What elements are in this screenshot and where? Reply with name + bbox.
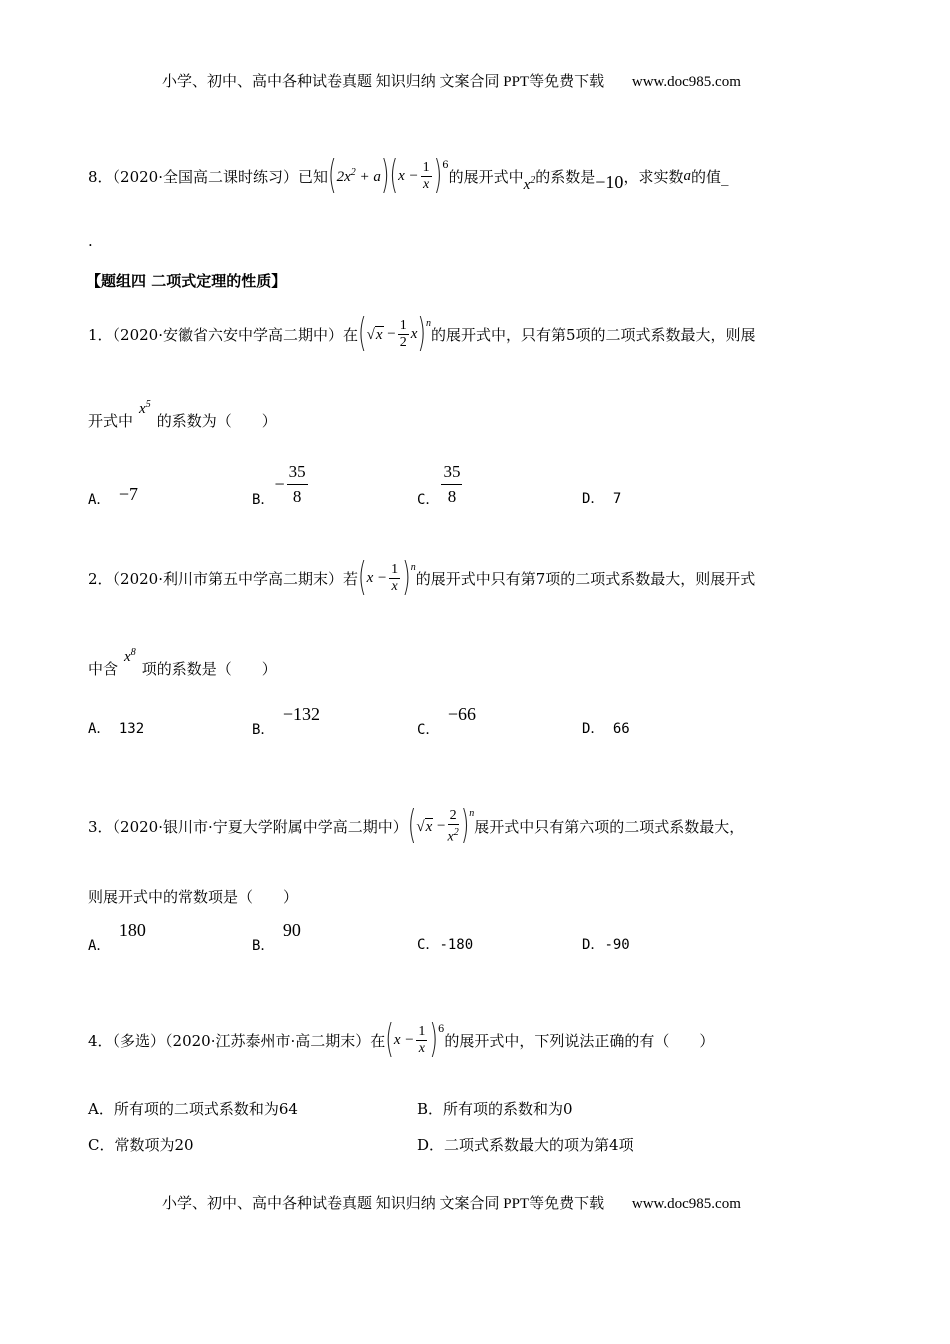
question-1	[88, 312, 756, 357]
q3-option-d-label: D．	[582, 937, 605, 953]
q2-formula: ( x − $\frac{1}{x}$ ) n	[358, 556, 416, 601]
q8-suffix: ，求实数	[623, 168, 684, 186]
q4-option-a-label: A．	[88, 1100, 114, 1118]
q2-x8: $x^8$	[124, 647, 136, 665]
q1-text1: 的展开式中，只有第5项的二项式系数最大，则展	[430, 326, 756, 344]
q1-option-b-label: B．	[252, 491, 275, 508]
q4-prefix: 4．（多选）（2020·江苏泰州市·高二期末）在	[88, 1032, 386, 1050]
q1-formula: ( √ x − $\frac{1}{2}$ x ) n	[358, 312, 431, 357]
q1-option-c-label: C．	[417, 491, 440, 508]
q1-option-b-sign: −	[274, 474, 285, 494]
q8-formula: ( $2x^2 + a$ ) ( x − $\frac{1}{x}$ ) 6	[328, 154, 449, 199]
q2-option-c[interactable]	[417, 704, 477, 739]
q1-option-a[interactable]	[88, 484, 139, 509]
q8-x2: $x^2$	[523, 175, 536, 193]
q1-line2a: 开式中	[88, 412, 134, 430]
q2-prefix: 2．（2020·利川市第五中学高二期末）若	[88, 570, 358, 588]
q1-option-a-value: −7	[118, 484, 139, 504]
q4-option-a-text: 所有项的二项式系数和为64	[113, 1100, 298, 1118]
q3-option-c-value: -180	[439, 937, 474, 953]
header-url: www.doc985.com	[631, 74, 741, 90]
q1-option-d-value: 7	[612, 491, 622, 507]
q4-option-c[interactable]	[88, 1134, 194, 1155]
q2-line2	[88, 647, 277, 679]
q2-line2a: 中含	[88, 660, 119, 678]
q4-option-c-text: 常数项为20	[114, 1136, 194, 1154]
q8-value: −10	[595, 172, 624, 192]
q2-option-a[interactable]	[88, 718, 144, 738]
q3-option-b-label: B．	[252, 938, 275, 954]
q3-option-b-value: 90	[282, 920, 301, 940]
q1-x5: $x^5$	[139, 399, 151, 417]
q2-option-d-label: D．	[582, 721, 605, 737]
q1-line2b: 的系数为（ ）	[156, 412, 277, 430]
question-3	[88, 804, 745, 850]
q4-formula: ( x − $\frac{1}{x}$ ) 6	[385, 1018, 445, 1063]
q1-option-c-den: 8	[447, 487, 457, 506]
q2-option-b-label: B．	[252, 722, 275, 738]
q1-option-c-num: 35	[441, 460, 462, 485]
q4-option-b-label: B．	[417, 1100, 444, 1118]
q2-line2b: 项的系数是（ ）	[141, 660, 277, 678]
q3-option-a-label: A．	[88, 938, 111, 954]
q3-option-a[interactable]	[88, 920, 146, 955]
q4-option-d-label: D．	[417, 1136, 445, 1154]
q3-option-d[interactable]	[582, 934, 630, 954]
q3-formula: ( √ x − $\frac{2}{x^2}$ ) n	[407, 804, 475, 850]
q2-option-b-value: −132	[282, 704, 321, 724]
q2-option-a-label: A．	[88, 721, 111, 737]
q4-option-b[interactable]	[417, 1098, 573, 1119]
q4-text1: 的展开式中，下列说法正确的有（ ）	[444, 1032, 715, 1050]
question-4	[88, 1018, 715, 1063]
q8-var: a	[683, 168, 691, 184]
q1-option-b[interactable]	[252, 460, 310, 509]
q1-option-c[interactable]	[417, 460, 464, 509]
q8-prefix: 8．（2020·全国高二课时练习）已知	[88, 168, 328, 186]
q2-option-b[interactable]	[252, 704, 321, 739]
q3-option-c[interactable]	[417, 934, 473, 954]
q1-option-b-den: 8	[292, 487, 302, 506]
q3-prefix: 3．（2020·银川市·宁夏大学附属中学高二期中）	[88, 818, 408, 837]
footer-text: 小学、初中、高中各种试卷真题 知识归纳 文案合同 PPT等免费下载	[162, 1196, 605, 1212]
q4-option-c-label: C．	[88, 1136, 115, 1154]
q4-option-a[interactable]	[88, 1098, 298, 1119]
q8-coef-text: 的系数是	[535, 168, 596, 186]
q3-option-b[interactable]	[252, 920, 301, 955]
q1-option-d-label: D．	[582, 491, 605, 507]
page-footer	[162, 1192, 741, 1213]
q2-option-c-value: −66	[447, 704, 477, 724]
q2-option-d-value: 66	[612, 721, 630, 737]
section-title: 【题组四 二项式定理的性质】	[86, 272, 287, 290]
q4-option-d-text: 二项式系数最大的项为第4项	[444, 1136, 634, 1154]
q1-option-a-label: A．	[88, 492, 111, 508]
header-text: 小学、初中、高中各种试卷真题 知识归纳 文案合同 PPT等免费下载	[162, 74, 605, 90]
question-8	[88, 154, 729, 199]
q1-prefix: 1．（2020·安徽省六安中学高二期中）在	[88, 326, 358, 344]
q2-text1: 的展开式中只有第7项的二项式系数最大，则展开式	[415, 570, 756, 588]
q3-option-a-value: 180	[118, 920, 146, 940]
q8-dot: .	[88, 232, 93, 250]
page-header	[162, 70, 741, 91]
q2-option-c-label: C．	[417, 722, 440, 738]
q4-option-b-text: 所有项的系数和为0	[443, 1100, 573, 1118]
q3-option-c-label: C．	[417, 937, 440, 953]
q8-end: 的值_	[690, 168, 729, 186]
footer-url: www.doc985.com	[631, 1196, 741, 1212]
q3-text1: 展开式中只有第六项的二项式系数最大，	[474, 818, 745, 837]
q4-option-d[interactable]	[417, 1134, 634, 1155]
q2-option-d[interactable]	[582, 718, 630, 738]
q3-option-d-value: -90	[604, 937, 630, 953]
question-2	[88, 556, 756, 601]
q1-option-d[interactable]	[582, 488, 621, 508]
q1-option-b-num: 35	[287, 460, 308, 485]
q8-mid: 的展开式中	[448, 168, 524, 186]
q3-line2: 则展开式中的常数项是（ ）	[88, 888, 299, 906]
q2-option-a-value: 132	[118, 721, 145, 737]
q1-line2	[88, 399, 277, 431]
